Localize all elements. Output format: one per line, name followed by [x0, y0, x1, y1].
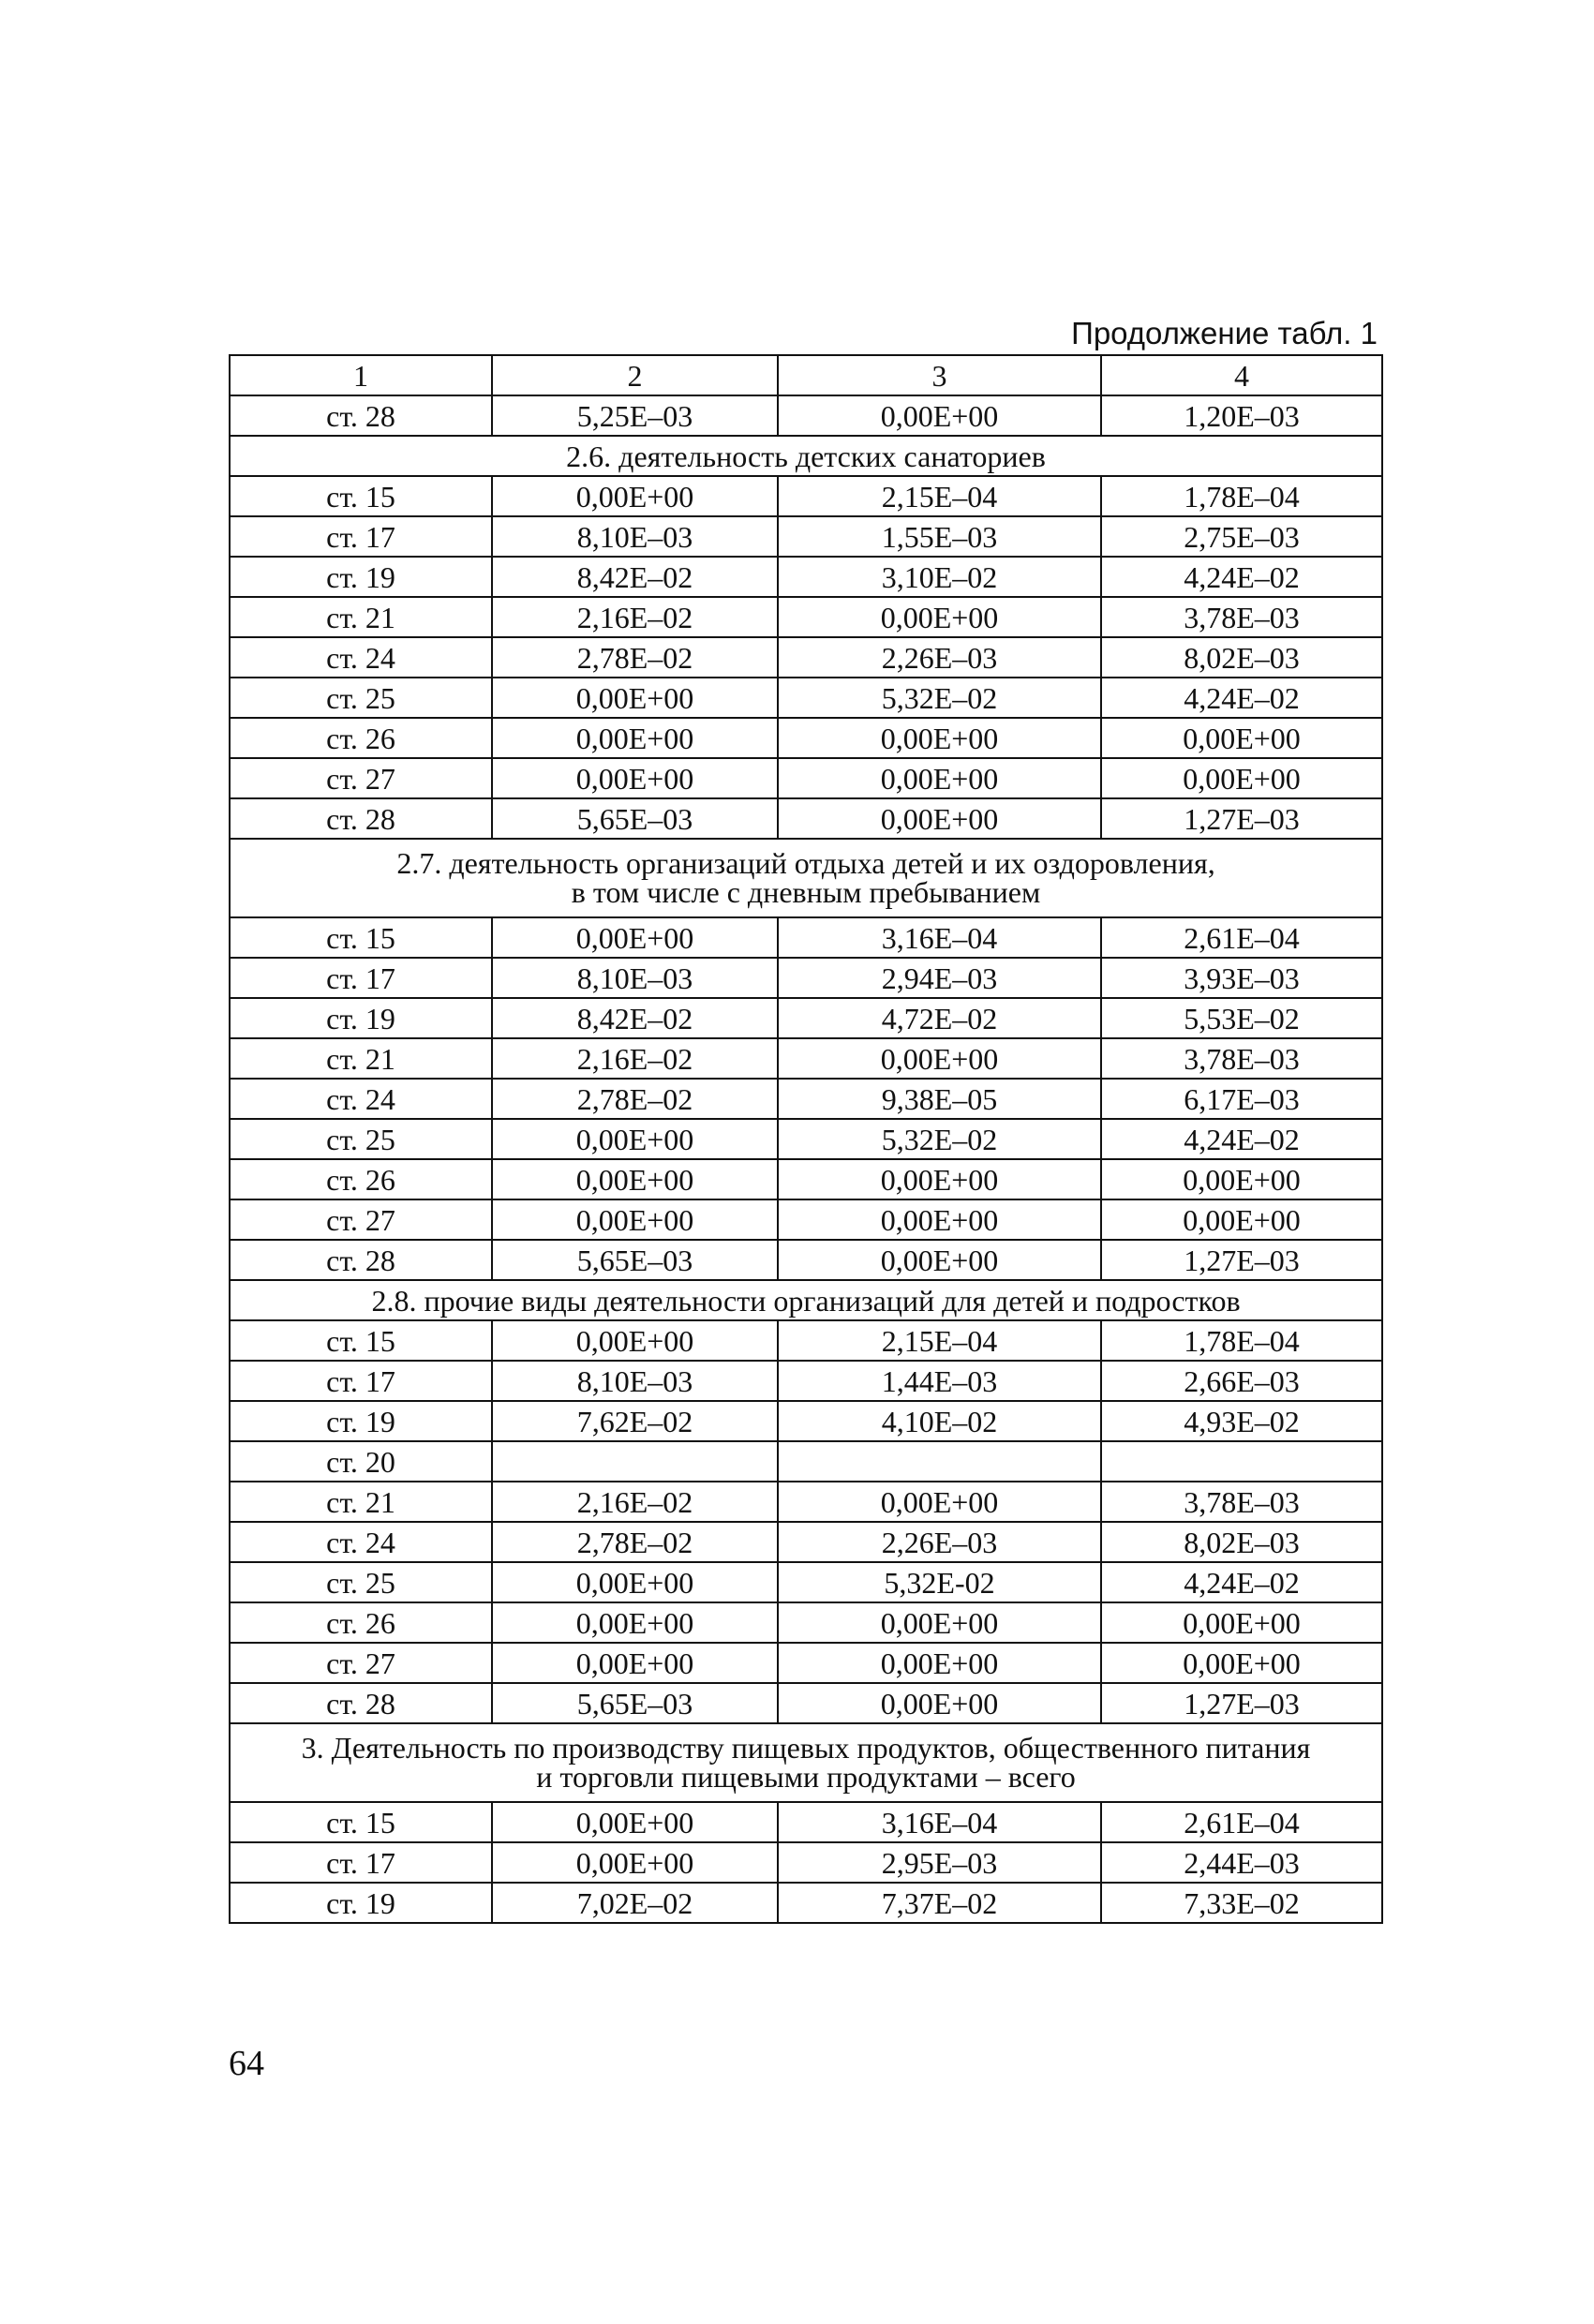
- value-cell: 5,65E–03: [492, 1683, 778, 1723]
- value-cell: [1101, 1441, 1382, 1482]
- table-row: [230, 1159, 1382, 1199]
- table-row: [230, 637, 1382, 678]
- table-header-row: [230, 355, 1382, 395]
- value-cell: 1,27E–03: [1101, 1683, 1382, 1723]
- value-cell: 0,00E+00: [778, 1602, 1101, 1643]
- row-label-cell: ст. 19: [230, 998, 492, 1038]
- value-cell: 2,78E–02: [492, 637, 778, 678]
- value-cell: 7,37E–02: [778, 1883, 1101, 1923]
- value-cell: 0,00E+00: [778, 718, 1101, 758]
- value-cell: 0,00E+00: [492, 1643, 778, 1683]
- value-cell: 5,32E–02: [778, 1119, 1101, 1159]
- value-cell: 0,00E+00: [492, 1159, 778, 1199]
- section-heading: 2.6. деятельность детских санаториев: [230, 436, 1382, 476]
- row-label-cell: ст. 25: [230, 1119, 492, 1159]
- row-label-cell: ст. 20: [230, 1441, 492, 1482]
- column-header: 1: [230, 355, 492, 395]
- value-cell: 4,24E–02: [1101, 1119, 1382, 1159]
- value-cell: 1,78E–04: [1101, 476, 1382, 516]
- data-table: [229, 354, 1383, 1924]
- value-cell: 3,78E–03: [1101, 1038, 1382, 1079]
- value-cell: 2,15E–04: [778, 1320, 1101, 1361]
- value-cell: [492, 1441, 778, 1482]
- row-label-cell: ст. 21: [230, 1038, 492, 1079]
- value-cell: 1,44E–03: [778, 1361, 1101, 1401]
- value-cell: [778, 1441, 1101, 1482]
- value-cell: 4,10E–02: [778, 1401, 1101, 1441]
- value-cell: 8,42E–02: [492, 557, 778, 597]
- value-cell: 0,00E+00: [778, 1240, 1101, 1280]
- value-cell: 2,16E–02: [492, 597, 778, 637]
- table-row: [230, 718, 1382, 758]
- row-label-cell: ст. 27: [230, 1643, 492, 1683]
- section-heading-row: [230, 1723, 1382, 1802]
- section-heading-line: 2.7. деятельность организаций отдыха детей и их оздоровления,: [396, 846, 1215, 880]
- value-cell: 0,00E+00: [492, 1320, 778, 1361]
- value-cell: 2,61E–04: [1101, 1802, 1382, 1842]
- value-cell: 2,94E–03: [778, 958, 1101, 998]
- value-cell: 8,10E–03: [492, 958, 778, 998]
- value-cell: 0,00E+00: [492, 1802, 778, 1842]
- row-label-cell: ст. 26: [230, 718, 492, 758]
- value-cell: 4,72E–02: [778, 998, 1101, 1038]
- table-row: [230, 1079, 1382, 1119]
- section-heading: 2.8. прочие виды деятельности организаций для детей и подростков: [230, 1280, 1382, 1320]
- row-label-cell: ст. 19: [230, 1883, 492, 1923]
- value-cell: 2,26E–03: [778, 1522, 1101, 1562]
- section-heading-line: и торговли пищевыми продуктами – всего: [536, 1760, 1076, 1794]
- row-label-cell: ст. 15: [230, 476, 492, 516]
- value-cell: 5,65E–03: [492, 798, 778, 839]
- table-row: [230, 1401, 1382, 1441]
- table-row: [230, 1643, 1382, 1683]
- value-cell: 1,78E–04: [1101, 1320, 1382, 1361]
- value-cell: 7,62E–02: [492, 1401, 778, 1441]
- value-cell: 1,27E–03: [1101, 798, 1382, 839]
- row-label-cell: ст. 24: [230, 637, 492, 678]
- value-cell: 3,78E–03: [1101, 597, 1382, 637]
- table-row: [230, 1119, 1382, 1159]
- table-row: [230, 1240, 1382, 1280]
- value-cell: 0,00E+00: [1101, 1159, 1382, 1199]
- value-cell: 6,17E–03: [1101, 1079, 1382, 1119]
- row-label-cell: ст. 28: [230, 1240, 492, 1280]
- value-cell: 0,00E+00: [492, 1119, 778, 1159]
- value-cell: 2,78E–02: [492, 1079, 778, 1119]
- row-label-cell: ст. 21: [230, 597, 492, 637]
- table-row: [230, 1602, 1382, 1643]
- value-cell: 0,00E+00: [1101, 1199, 1382, 1240]
- row-label-cell: ст. 27: [230, 1199, 492, 1240]
- table-row: [230, 476, 1382, 516]
- value-cell: 0,00E+00: [492, 917, 778, 958]
- row-label-cell: ст. 21: [230, 1482, 492, 1522]
- column-header: 4: [1101, 355, 1382, 395]
- section-heading-row: [230, 1280, 1382, 1320]
- value-cell: 9,38E–05: [778, 1079, 1101, 1119]
- value-cell: 2,15E–04: [778, 476, 1101, 516]
- table-row: [230, 917, 1382, 958]
- value-cell: 0,00E+00: [492, 1562, 778, 1602]
- value-cell: 0,00E+00: [492, 718, 778, 758]
- row-label-cell: ст. 26: [230, 1602, 492, 1643]
- row-label-cell: ст. 24: [230, 1079, 492, 1119]
- value-cell: 0,00E+00: [492, 476, 778, 516]
- table-row: [230, 1199, 1382, 1240]
- value-cell: 2,78E–02: [492, 1522, 778, 1562]
- section-heading-line: в том числе с дневным пребыванием: [571, 875, 1041, 909]
- row-label-cell: ст. 28: [230, 798, 492, 839]
- value-cell: 8,10E–03: [492, 1361, 778, 1401]
- value-cell: 2,75E–03: [1101, 516, 1382, 557]
- value-cell: 2,16E–02: [492, 1482, 778, 1522]
- column-header: 3: [778, 355, 1101, 395]
- table-row: [230, 1320, 1382, 1361]
- section-heading: [230, 1723, 1382, 1802]
- table-row: [230, 1522, 1382, 1562]
- table-row: [230, 1562, 1382, 1602]
- table-row: [230, 557, 1382, 597]
- value-cell: 0,00E+00: [492, 1842, 778, 1883]
- value-cell: 8,02E–03: [1101, 637, 1382, 678]
- column-header: 2: [492, 355, 778, 395]
- table-row: [230, 798, 1382, 839]
- value-cell: 4,24E–02: [1101, 678, 1382, 718]
- value-cell: 4,24E–02: [1101, 1562, 1382, 1602]
- value-cell: 2,16E–02: [492, 1038, 778, 1079]
- value-cell: 8,02E–03: [1101, 1522, 1382, 1562]
- value-cell: 0,00E+00: [492, 758, 778, 798]
- value-cell: 1,55E–03: [778, 516, 1101, 557]
- value-cell: 0,00E+00: [778, 395, 1101, 436]
- row-label-cell: ст. 28: [230, 395, 492, 436]
- section-heading-row: [230, 436, 1382, 476]
- table-row: [230, 758, 1382, 798]
- row-label-cell: ст. 17: [230, 1842, 492, 1883]
- value-cell: 3,10E–02: [778, 557, 1101, 597]
- value-cell: 0,00E+00: [778, 798, 1101, 839]
- value-cell: 3,78E–03: [1101, 1482, 1382, 1522]
- table-row: [230, 1842, 1382, 1883]
- value-cell: 0,00E+00: [778, 1159, 1101, 1199]
- value-cell: 0,00E+00: [778, 597, 1101, 637]
- row-label-cell: ст. 27: [230, 758, 492, 798]
- value-cell: 2,61E–04: [1101, 917, 1382, 958]
- value-cell: 8,42E–02: [492, 998, 778, 1038]
- value-cell: 5,32E-02: [778, 1562, 1101, 1602]
- table-caption: Продолжение табл. 1: [1071, 316, 1378, 350]
- value-cell: 2,44E–03: [1101, 1842, 1382, 1883]
- row-label-cell: ст. 17: [230, 1361, 492, 1401]
- value-cell: 2,26E–03: [778, 637, 1101, 678]
- value-cell: 5,32E–02: [778, 678, 1101, 718]
- value-cell: 7,02E–02: [492, 1883, 778, 1923]
- value-cell: 4,24E–02: [1101, 557, 1382, 597]
- value-cell: 0,00E+00: [492, 1602, 778, 1643]
- value-cell: 8,10E–03: [492, 516, 778, 557]
- value-cell: 3,16E–04: [778, 917, 1101, 958]
- value-cell: 0,00E+00: [492, 1199, 778, 1240]
- section-heading-line: 3. Деятельность по производству пищевых продуктов, общественного питания: [301, 1731, 1311, 1765]
- value-cell: 0,00E+00: [778, 1482, 1101, 1522]
- table-row: [230, 1441, 1382, 1482]
- value-cell: 2,66E–03: [1101, 1361, 1382, 1401]
- table-row: [230, 1802, 1382, 1842]
- table-row: [230, 395, 1382, 436]
- section-heading: [230, 839, 1382, 917]
- table-row: [230, 678, 1382, 718]
- value-cell: 5,53E–02: [1101, 998, 1382, 1038]
- value-cell: 0,00E+00: [778, 758, 1101, 798]
- row-label-cell: ст. 15: [230, 1320, 492, 1361]
- value-cell: 0,00E+00: [1101, 758, 1382, 798]
- value-cell: 1,20E–03: [1101, 395, 1382, 436]
- value-cell: 0,00E+00: [1101, 1602, 1382, 1643]
- row-label-cell: ст. 15: [230, 917, 492, 958]
- value-cell: 4,93E–02: [1101, 1401, 1382, 1441]
- row-label-cell: ст. 24: [230, 1522, 492, 1562]
- value-cell: 3,93E–03: [1101, 958, 1382, 998]
- value-cell: 0,00E+00: [778, 1643, 1101, 1683]
- table-row: [230, 998, 1382, 1038]
- row-label-cell: ст. 25: [230, 1562, 492, 1602]
- row-label-cell: ст. 17: [230, 516, 492, 557]
- value-cell: 7,33E–02: [1101, 1883, 1382, 1923]
- value-cell: 3,16E–04: [778, 1802, 1101, 1842]
- value-cell: 0,00E+00: [778, 1683, 1101, 1723]
- row-label-cell: ст. 26: [230, 1159, 492, 1199]
- value-cell: 0,00E+00: [1101, 1643, 1382, 1683]
- value-cell: 1,27E–03: [1101, 1240, 1382, 1280]
- row-label-cell: ст. 28: [230, 1683, 492, 1723]
- table-body: [230, 355, 1382, 1923]
- value-cell: 0,00E+00: [778, 1038, 1101, 1079]
- row-label-cell: ст. 17: [230, 958, 492, 998]
- table-row: [230, 597, 1382, 637]
- page-number: 64: [229, 2044, 264, 2083]
- value-cell: 5,25E–03: [492, 395, 778, 436]
- table-row: [230, 1883, 1382, 1923]
- table-row: [230, 1683, 1382, 1723]
- row-label-cell: ст. 19: [230, 557, 492, 597]
- table-row: [230, 1482, 1382, 1522]
- table-row: [230, 1361, 1382, 1401]
- value-cell: 0,00E+00: [778, 1199, 1101, 1240]
- value-cell: 2,95E–03: [778, 1842, 1101, 1883]
- row-label-cell: ст. 15: [230, 1802, 492, 1842]
- table-row: [230, 516, 1382, 557]
- value-cell: 5,65E–03: [492, 1240, 778, 1280]
- table-row: [230, 1038, 1382, 1079]
- row-label-cell: ст. 19: [230, 1401, 492, 1441]
- section-heading-row: [230, 839, 1382, 917]
- value-cell: 0,00E+00: [492, 678, 778, 718]
- table-row: [230, 958, 1382, 998]
- value-cell: 0,00E+00: [1101, 718, 1382, 758]
- row-label-cell: ст. 25: [230, 678, 492, 718]
